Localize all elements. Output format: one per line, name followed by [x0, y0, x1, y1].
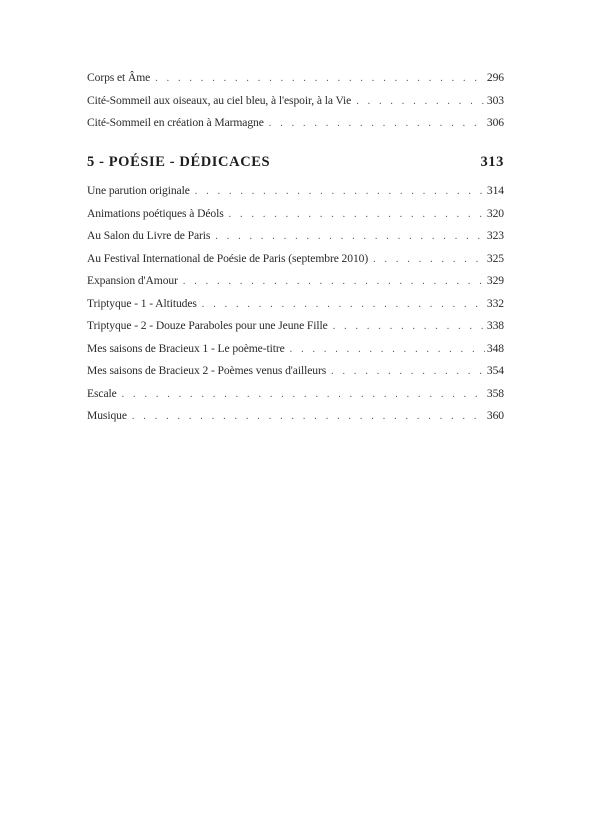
- toc-entry: [87, 184, 504, 207]
- toc-entry-page: 306: [486, 116, 504, 129]
- dot-leader: [195, 186, 485, 197]
- dot-leader: [202, 299, 485, 310]
- toc-entry-page: 303: [486, 93, 504, 107]
- toc-entry-title: Mes saisons de Bracieux 2 - Poèmes venus d'ailleurs: [87, 364, 327, 377]
- toc-entry: [87, 94, 504, 117]
- dot-leader: [356, 96, 485, 107]
- toc-entry-page: 325: [486, 251, 504, 265]
- dot-leader: [290, 344, 485, 355]
- dot-leader: [331, 366, 485, 377]
- section-page: 313: [480, 154, 504, 170]
- dot-leader: [373, 254, 485, 265]
- toc-entry: [87, 409, 504, 432]
- dot-leader: [269, 118, 485, 129]
- toc-entry-page: 329: [486, 274, 504, 287]
- toc-entry-page: 332: [486, 296, 504, 310]
- toc-entry-page: 360: [486, 409, 504, 422]
- toc-entry: [87, 116, 504, 139]
- toc-entry: [87, 387, 504, 410]
- toc-entry-title: Corps et Âme: [87, 71, 151, 84]
- toc-entry: [87, 207, 504, 230]
- toc-list-before: [87, 71, 504, 139]
- toc-entry: [87, 342, 504, 365]
- toc-entry-page: 354: [486, 364, 504, 377]
- toc-entry-title: Expansion d'Amour: [87, 274, 178, 287]
- toc-entry: [87, 252, 504, 275]
- toc-entry-title: Au Salon du Livre de Paris: [87, 229, 211, 242]
- section-heading: [87, 154, 504, 171]
- dot-leader: [183, 276, 485, 287]
- toc-entry-page: 348: [486, 341, 504, 355]
- toc-entry-page: 358: [486, 386, 504, 400]
- toc-entry-title: Cité-Sommeil aux oiseaux, au ciel bleu, à l'espoir, à la Vie: [87, 93, 352, 107]
- dot-leader: [122, 389, 485, 400]
- toc-entry-title: Musique: [87, 409, 127, 422]
- dot-leader: [229, 209, 485, 220]
- toc-entry-title: Triptyque - 2 - Douze Paraboles pour une Jeune Fille: [87, 319, 328, 332]
- toc-entry: [87, 71, 504, 94]
- dot-leader: [215, 231, 485, 242]
- dot-leader: [333, 321, 485, 332]
- dot-leader: [155, 73, 485, 84]
- toc-entry-title: Animations poétiques à Déols: [87, 206, 224, 220]
- toc-entry-title: Mes saisons de Bracieux 1 - Le poème-titre: [87, 341, 285, 355]
- toc-entry-title: Au Festival International de Poésie de Paris (septembre 2010): [87, 251, 369, 265]
- toc-entry-page: 320: [486, 206, 504, 220]
- toc-entry: [87, 229, 504, 252]
- toc-entry: [87, 274, 504, 297]
- toc-list-after: [87, 184, 504, 432]
- section-title: 5 - POÉSIE - DÉDICACES: [87, 154, 271, 170]
- toc-entry-page: 323: [486, 229, 504, 242]
- toc-entry-title: Cité-Sommeil en création à Marmagne: [87, 116, 264, 129]
- toc-entry-title: Escale: [87, 386, 117, 400]
- toc-entry: [87, 364, 504, 387]
- toc-entry-title: Une parution originale: [87, 184, 190, 197]
- toc-entry-page: 314: [486, 184, 504, 197]
- toc-entry: [87, 297, 504, 320]
- toc-entry-page: 338: [486, 319, 504, 332]
- toc-entry-page: 296: [486, 71, 504, 84]
- toc-entry: [87, 319, 504, 342]
- dot-leader: [132, 411, 485, 422]
- toc-entry-title: Triptyque - 1 - Altitudes: [87, 296, 197, 310]
